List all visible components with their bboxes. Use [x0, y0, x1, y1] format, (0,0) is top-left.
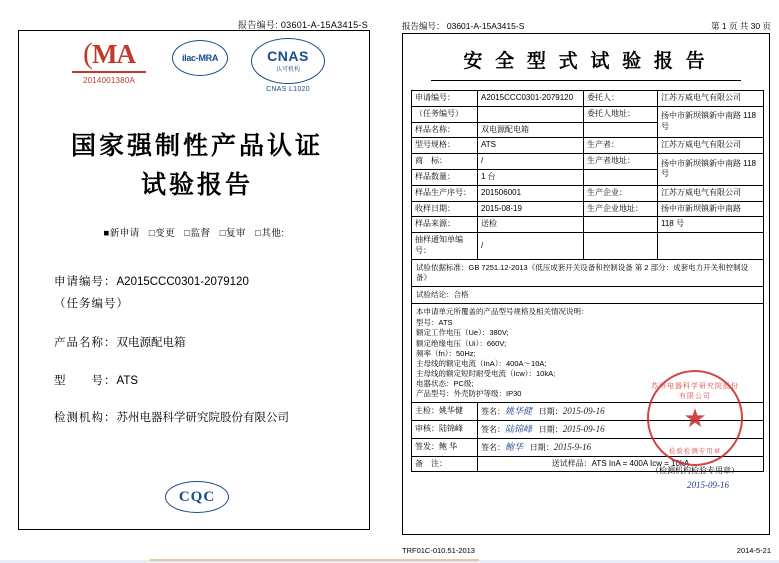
reviewer-name: 陆锦峰	[439, 424, 463, 434]
seal-handwritten-date: 2015-09-16	[687, 480, 729, 490]
table-row	[412, 201, 764, 217]
cell-model-value: ATS	[478, 138, 584, 154]
table-row	[412, 217, 764, 233]
cell-sample-name-label: 样品名称：	[412, 122, 478, 138]
report-footer-date: 2014-5-21	[736, 546, 771, 555]
cover-title-line-2: 试验报告	[140, 171, 253, 199]
cma-logo	[64, 38, 154, 85]
table-row	[412, 233, 764, 260]
date-label: 日期：	[538, 407, 563, 417]
cover-field-list	[54, 275, 344, 433]
date-label: 日期：	[538, 425, 563, 435]
seal-star-icon: ★	[683, 403, 707, 433]
cqc-oval-icon: CQC	[165, 481, 229, 513]
cell-trademark-label: 商 标：	[412, 154, 478, 170]
page-bottom-accent	[150, 559, 479, 561]
cnas-logo	[246, 38, 330, 93]
cma-underline	[72, 71, 146, 73]
cell-sample-serial-value: 201506001	[478, 185, 584, 201]
covered-models-line: 产品型号：外壳防护等级：IP30	[416, 389, 522, 399]
cell-issuer	[412, 438, 478, 456]
cell-client-value: 江苏万威电气有限公司	[658, 91, 764, 107]
cell-test-conclusion	[412, 287, 764, 304]
cover-field-product-name-value: 双电源配电箱	[116, 337, 186, 350]
seal-arc-top-text: 苏州电器科学研究院股份有限公司	[651, 383, 739, 400]
seal-arc-bottom-text: 检验检测专用章	[668, 448, 722, 455]
cell-enterprise-address-label: 生产企业地址：	[584, 201, 658, 217]
cell-model-label: 型号规格：	[412, 138, 478, 154]
cnas-label-cn: 认可机构	[275, 67, 300, 73]
test-conclusion-label: 试验结论：	[416, 290, 454, 300]
cell-chief-inspector	[412, 403, 478, 421]
seal-caption: （检测机构检验专用章）	[651, 466, 739, 475]
covered-models-line: 型号：ATS	[416, 318, 453, 328]
cell-production-enterprise-value: 江苏万威电气有限公司	[658, 185, 764, 201]
table-row	[412, 106, 764, 122]
ilac-label: ilac-MRA	[181, 53, 219, 63]
sign-label: 签名：	[481, 407, 505, 417]
certification-logos	[8, 38, 386, 98]
cnas-label: CNAS	[267, 48, 309, 64]
checkbox-review[interactable]: □复审	[219, 228, 246, 239]
covered-models-line: 频率（fn）：50Hz;	[416, 348, 476, 358]
ilac-mra-logo	[168, 38, 232, 76]
cell-chief-inspector-sign	[478, 403, 764, 421]
table-row	[412, 154, 764, 170]
report-header	[402, 20, 771, 32]
cover-title	[8, 128, 386, 206]
title-divider	[431, 80, 741, 81]
report-footer-form-code: TRF01C-010.51-2013	[402, 546, 475, 555]
cell-sample-source-value: 送检	[478, 217, 584, 233]
cma-mark-text: MA	[92, 39, 135, 69]
cover-page	[8, 0, 386, 563]
covered-models-line: 电器状态：PC级;	[416, 379, 474, 389]
table-row	[412, 91, 764, 107]
report-title: 安 全 型 式 试 验 报 告	[463, 51, 709, 72]
cell-client-address-label: 委托人地址：	[584, 106, 658, 122]
issuer-label: 签发：	[415, 441, 439, 451]
cell-sample-source-label: 样品来源：	[412, 217, 478, 233]
cell-remark-value: 送试样品：ATS InA = 400A Icw = 10kA	[478, 456, 764, 472]
issuer-signature: 鲍华	[505, 441, 524, 452]
cover-field-model	[54, 374, 344, 390]
cover-title-line-1: 国家强制性产品认证	[70, 133, 323, 160]
cover-field-test-institution	[54, 411, 344, 427]
table-row-standard	[412, 259, 764, 286]
reviewer-label: 审核：	[415, 424, 439, 434]
issuer-name: 鲍 华	[439, 441, 458, 451]
cell-sample-name-value: 双电源配电箱	[478, 122, 584, 138]
cell-application-no-value: A2015CCC0301-2079120	[478, 91, 584, 107]
table-row-signature	[412, 421, 764, 439]
cell-blank-label	[584, 233, 658, 260]
cover-field-model-value: ATS	[116, 374, 139, 387]
covered-models-line: 额定工作电压（Ue）：380V;	[416, 328, 509, 338]
cqc-logo	[8, 481, 386, 513]
cover-field-product-name-label: 产品名称：	[54, 337, 117, 350]
cell-sampling-notice-value: /	[478, 233, 584, 260]
test-conclusion-value: 合格	[453, 290, 469, 300]
sign-label: 签名：	[481, 425, 505, 435]
table-row	[412, 138, 764, 154]
sign-label: 签名：	[481, 442, 505, 452]
cell-blank-value	[658, 233, 764, 260]
table-row-signature	[412, 438, 764, 456]
cover-field-test-institution-value: 苏州电器科学研究院股份有限公司	[116, 412, 289, 425]
chief-inspector-signature: 姚华健	[505, 406, 533, 417]
reviewer-signature: 陆锦峰	[505, 424, 533, 435]
table-row-signature	[412, 403, 764, 421]
cover-field-application-no	[54, 275, 344, 291]
cell-receipt-date-label: 收样日期：	[412, 201, 478, 217]
cell-trademark-value: /	[478, 154, 584, 170]
application-type-checkboxes	[8, 225, 386, 239]
cell-manufacturer-value: 江苏万威电气有限公司	[658, 138, 764, 154]
table-row-unit-block	[412, 304, 764, 403]
cell-sample-serial-label: 样品生产序号：	[412, 185, 478, 201]
cell-client-address-value: 扬中市新坝镇新中南路 118 号	[658, 106, 764, 138]
cell-sampling-notice-label: 抽样通知单编号：	[412, 233, 478, 260]
cell-sample-qty-label: 样品数量：	[412, 169, 478, 185]
cell-enterprise-address-cont-value: 118 号	[658, 217, 764, 233]
cell-issuer-sign	[478, 438, 764, 456]
cell-task-no-value	[478, 106, 584, 122]
report-border	[402, 33, 770, 535]
cover-field-product-name	[54, 336, 344, 352]
covered-models-line: 主母线的额定短时耐受电流（Icw）：10kA;	[416, 368, 556, 378]
cover-field-task-no-label: （任务编号）	[54, 297, 129, 310]
cell-reviewer	[412, 421, 478, 439]
cell-task-no-label: （任务编号）	[412, 106, 478, 122]
cma-number: 2014001380A	[82, 75, 136, 85]
date-label: 日期：	[529, 442, 554, 452]
table-row	[412, 185, 764, 201]
covered-models-line: 主母线的额定电流（InA）：400A～10A;	[416, 358, 547, 368]
cnas-circle-icon	[251, 38, 325, 84]
covered-models-line: 额定绝缘电压（Ui）：660V;	[416, 338, 507, 348]
cell-client-label: 委托人：	[584, 91, 658, 107]
covered-models-title: 本申请单元所覆盖的产品型号规格及相关情况说明：	[416, 307, 589, 317]
test-standard-value: GB 7251.12-2013《低压成套开关设备和控制设备 第 2 部分：成套电力开关和控制设备》	[416, 262, 749, 282]
test-standard-label: 试验依据标准：	[416, 262, 469, 272]
checkbox-new-application[interactable]: ■新申请	[103, 228, 140, 239]
cell-sample-qty-value: 1 台	[478, 169, 584, 185]
table-row-conclusion	[412, 287, 764, 304]
cnas-accreditation-code: CNAS L1020	[266, 86, 310, 93]
reviewer-date: 2015-09-16	[562, 424, 605, 435]
cover-report-number: 报告编号: 03601-A-15A3415-S	[238, 20, 368, 30]
cell-manufacturer-address-label: 生产者地址：	[584, 154, 658, 170]
checkbox-other[interactable]: □其他:	[255, 228, 285, 239]
cell-manufacturer-address-label-cont	[584, 169, 658, 185]
report-page	[394, 0, 779, 563]
cell-production-enterprise-label: 生产企业：	[584, 185, 658, 201]
cell-covered-models	[412, 304, 764, 403]
report-header-number: 报告编号： 03601-A-15A3415-S	[402, 21, 525, 31]
chief-inspector-label: 主检：	[415, 406, 439, 416]
cover-field-application-no-value: A2015CCC0301-2079120	[116, 276, 249, 288]
report-info-table	[411, 90, 764, 472]
cover-field-test-institution-label: 检测机构：	[54, 412, 117, 425]
chief-inspector-date: 2015-09-16	[562, 406, 605, 417]
cell-enterprise-address-cont-label	[584, 217, 658, 233]
chief-inspector-name: 姚华健	[439, 406, 463, 416]
cover-field-model-label: 型 号：	[54, 374, 117, 387]
cell-remark-label: 备 注：	[412, 456, 478, 472]
issuer-date: 2015-9-16	[553, 441, 592, 452]
cell-client-address-label-cont	[584, 122, 658, 138]
cover-field-application-no-label: 申请编号：	[54, 276, 117, 288]
cell-receipt-date-value: 2015-08-19	[478, 201, 584, 217]
checkbox-supervision[interactable]: □监督	[184, 228, 211, 239]
report-page-indicator: 第 1 页 共 30 页	[711, 21, 771, 31]
cell-enterprise-address-value: 扬中市新坝镇新中南路	[658, 201, 764, 217]
ilac-circle-icon	[172, 40, 228, 76]
cell-test-standard	[412, 259, 764, 286]
cell-reviewer-sign	[478, 421, 764, 439]
cell-manufacturer-address-value: 扬中市新坝镇新中南路 118 号	[658, 154, 764, 186]
cell-application-no-label: 申请编号：	[412, 91, 478, 107]
cell-manufacturer-label: 生产者：	[584, 138, 658, 154]
cma-mark-icon: (MA	[83, 37, 135, 70]
checkbox-change[interactable]: □变更	[148, 228, 176, 239]
